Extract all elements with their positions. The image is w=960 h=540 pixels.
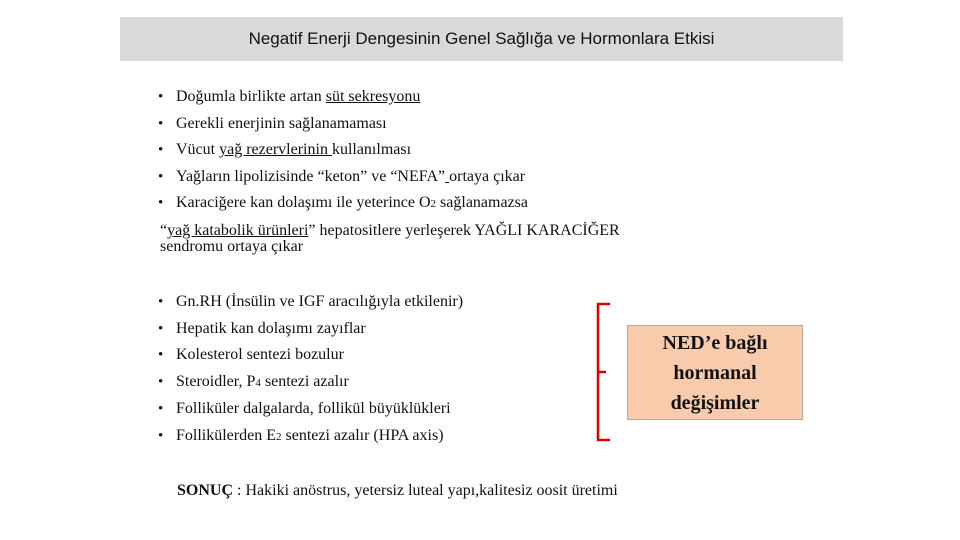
title-bar xyxy=(120,17,843,61)
item-text: Gn.RH (İnsülin ve IGF aracılığıyla etkilenir) xyxy=(176,293,464,310)
item-text: Doğumla birlikte artan xyxy=(176,88,326,105)
fatty-liver-note xyxy=(160,223,620,255)
list-item xyxy=(158,342,463,369)
conclusion-label: SONUÇ xyxy=(177,482,234,499)
effects-list xyxy=(158,84,528,218)
list-item xyxy=(158,369,463,397)
list-item xyxy=(158,396,463,423)
item-subscript: 2 xyxy=(275,430,282,443)
list-item xyxy=(158,137,528,164)
item-text: kullanılması xyxy=(331,141,412,158)
ned-box-label: NED’e bağlı hormanal değişimler xyxy=(662,331,768,414)
conclusion-text: : Hakiki anöstrus, yetersiz luteal yapı,kalitesiz oosit üretimi xyxy=(233,482,618,499)
note-line2: sendromu ortaya çıkar xyxy=(160,238,304,255)
list-item xyxy=(158,289,463,316)
list-item xyxy=(158,190,528,218)
item-text: Follikülerden E xyxy=(176,426,276,444)
hormone-effects-list xyxy=(158,289,463,450)
item-text: Kolesterol sentezi bozulur xyxy=(176,346,344,363)
item-text: sentezi azalır (HPA axis) xyxy=(281,426,444,444)
item-text: Folliküler dalgalarda, follikül büyüklükleri xyxy=(176,400,451,417)
conclusion xyxy=(177,482,618,500)
list-item xyxy=(158,84,528,111)
item-text: sentezi azalır xyxy=(260,372,349,390)
item-subscript: 4 xyxy=(255,376,261,389)
list-item xyxy=(158,164,528,191)
note-underlined-text: yağ katabolik ürünleri xyxy=(167,222,309,239)
ned-hormonal-changes-box xyxy=(627,325,803,420)
item-text: Steroidler, P xyxy=(176,372,256,390)
list-item xyxy=(158,316,463,343)
item-text: Gerekli enerjinin sağlanamaması xyxy=(176,114,387,132)
item-text: Hepatik kan dolaşımı zayıflar xyxy=(176,319,366,337)
item-underlined-text: süt sekresyonu xyxy=(325,88,421,105)
note-text: ” hepatositlere yerleşerek YAĞLI KARACİĞER xyxy=(308,222,620,239)
item-text: Karaciğere kan dolaşımı ile yeterince O xyxy=(176,194,431,211)
note-text: “ xyxy=(160,222,168,239)
item-text: sağlanamazsa xyxy=(436,194,528,211)
list-item xyxy=(158,423,463,451)
item-text: Yağların lipolizisinde “keton” ve “NEFA” xyxy=(176,167,446,185)
page-title: Negatif Enerji Dengesinin Genel Sağlığa ve Hormonlara Etkisi xyxy=(248,29,715,48)
item-subscript: 2 xyxy=(430,198,437,210)
list-item xyxy=(158,111,528,138)
item-underlined-text: yağ rezervlerinin xyxy=(219,141,332,158)
bracket-icon xyxy=(592,302,612,442)
item-text: ortaya çıkar xyxy=(449,167,526,185)
item-text: Vücut xyxy=(176,141,220,158)
